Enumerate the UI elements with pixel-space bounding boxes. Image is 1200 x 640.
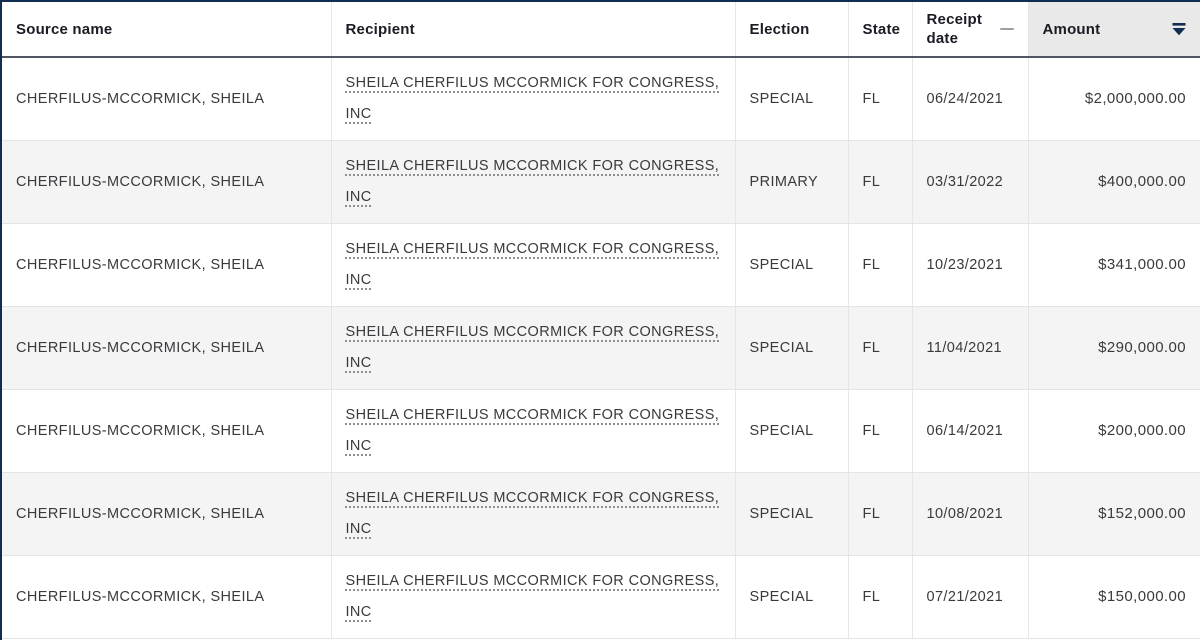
table-row <box>2 306 1200 389</box>
election-cell: SPECIAL <box>735 57 848 140</box>
amount-cell: $152,000.00 <box>1028 472 1200 555</box>
state-cell: FL <box>848 223 912 306</box>
source-name-cell: CHERFILUS-MCCORMICK, SHEILA <box>2 472 331 555</box>
sort-descending-icon[interactable] <box>1172 22 1186 36</box>
table-row <box>2 57 1200 140</box>
recipient-link[interactable]: SHEILA CHERFILUS MCCORMICK FOR CONGRESS, INC <box>345 323 720 371</box>
column-header-source-name[interactable] <box>2 2 331 57</box>
recipient-cell <box>331 555 735 638</box>
receipt-date-cell: 07/21/2021 <box>912 555 1028 638</box>
recipient-link[interactable]: SHEILA CHERFILUS MCCORMICK FOR CONGRESS, INC <box>345 157 720 205</box>
minus-icon[interactable] <box>1000 28 1014 30</box>
state-cell: FL <box>848 140 912 223</box>
recipient-link[interactable]: SHEILA CHERFILUS MCCORMICK FOR CONGRESS, INC <box>345 74 720 122</box>
state-cell: FL <box>848 472 912 555</box>
recipient-link[interactable]: SHEILA CHERFILUS MCCORMICK FOR CONGRESS, INC <box>345 572 720 620</box>
loans-table <box>2 2 1200 639</box>
source-name-cell: CHERFILUS-MCCORMICK, SHEILA <box>2 140 331 223</box>
recipient-cell <box>331 140 735 223</box>
column-header-label: Source name <box>16 20 113 38</box>
column-header-receipt-date[interactable] <box>912 2 1028 57</box>
amount-cell: $400,000.00 <box>1028 140 1200 223</box>
receipt-date-cell: 06/14/2021 <box>912 389 1028 472</box>
election-cell: PRIMARY <box>735 140 848 223</box>
state-cell: FL <box>848 306 912 389</box>
amount-cell: $290,000.00 <box>1028 306 1200 389</box>
recipient-cell <box>331 223 735 306</box>
recipient-cell <box>331 57 735 140</box>
source-name-cell: CHERFILUS-MCCORMICK, SHEILA <box>2 555 331 638</box>
source-name-cell: CHERFILUS-MCCORMICK, SHEILA <box>2 223 331 306</box>
election-cell: SPECIAL <box>735 306 848 389</box>
table-row <box>2 555 1200 638</box>
source-name-cell: CHERFILUS-MCCORMICK, SHEILA <box>2 57 331 140</box>
column-header-recipient[interactable] <box>331 2 735 57</box>
column-header-label: Receipt date <box>926 11 983 47</box>
election-cell: SPECIAL <box>735 389 848 472</box>
table-header <box>2 2 1200 57</box>
column-header-label: Election <box>749 20 810 38</box>
column-header-state[interactable] <box>848 2 912 57</box>
state-cell: FL <box>848 389 912 472</box>
table-row <box>2 223 1200 306</box>
recipient-cell <box>331 389 735 472</box>
receipt-date-cell: 11/04/2021 <box>912 306 1028 389</box>
election-cell: SPECIAL <box>735 472 848 555</box>
table-row <box>2 472 1200 555</box>
source-name-cell: CHERFILUS-MCCORMICK, SHEILA <box>2 389 331 472</box>
receipt-date-cell: 06/24/2021 <box>912 57 1028 140</box>
table-row <box>2 140 1200 223</box>
source-name-cell: CHERFILUS-MCCORMICK, SHEILA <box>2 306 331 389</box>
receipt-date-cell: 10/23/2021 <box>912 223 1028 306</box>
recipient-cell <box>331 306 735 389</box>
recipient-link[interactable]: SHEILA CHERFILUS MCCORMICK FOR CONGRESS, INC <box>345 406 720 454</box>
election-cell: SPECIAL <box>735 223 848 306</box>
amount-cell: $200,000.00 <box>1028 389 1200 472</box>
column-header-election[interactable] <box>735 2 848 57</box>
recipient-cell <box>331 472 735 555</box>
amount-cell: $150,000.00 <box>1028 555 1200 638</box>
column-header-label: Recipient <box>345 20 415 38</box>
state-cell: FL <box>848 57 912 140</box>
amount-cell: $341,000.00 <box>1028 223 1200 306</box>
recipient-link[interactable]: SHEILA CHERFILUS MCCORMICK FOR CONGRESS, INC <box>345 240 720 288</box>
table-body <box>2 57 1200 638</box>
state-cell: FL <box>848 555 912 638</box>
column-header-amount[interactable] <box>1028 2 1200 57</box>
receipt-date-cell: 10/08/2021 <box>912 472 1028 555</box>
table-row <box>2 389 1200 472</box>
amount-cell: $2,000,000.00 <box>1028 57 1200 140</box>
column-header-label: Amount <box>1042 20 1101 38</box>
receipt-date-cell: 03/31/2022 <box>912 140 1028 223</box>
recipient-link[interactable]: SHEILA CHERFILUS MCCORMICK FOR CONGRESS, INC <box>345 489 720 537</box>
election-cell: SPECIAL <box>735 555 848 638</box>
column-header-label: State <box>862 20 901 38</box>
